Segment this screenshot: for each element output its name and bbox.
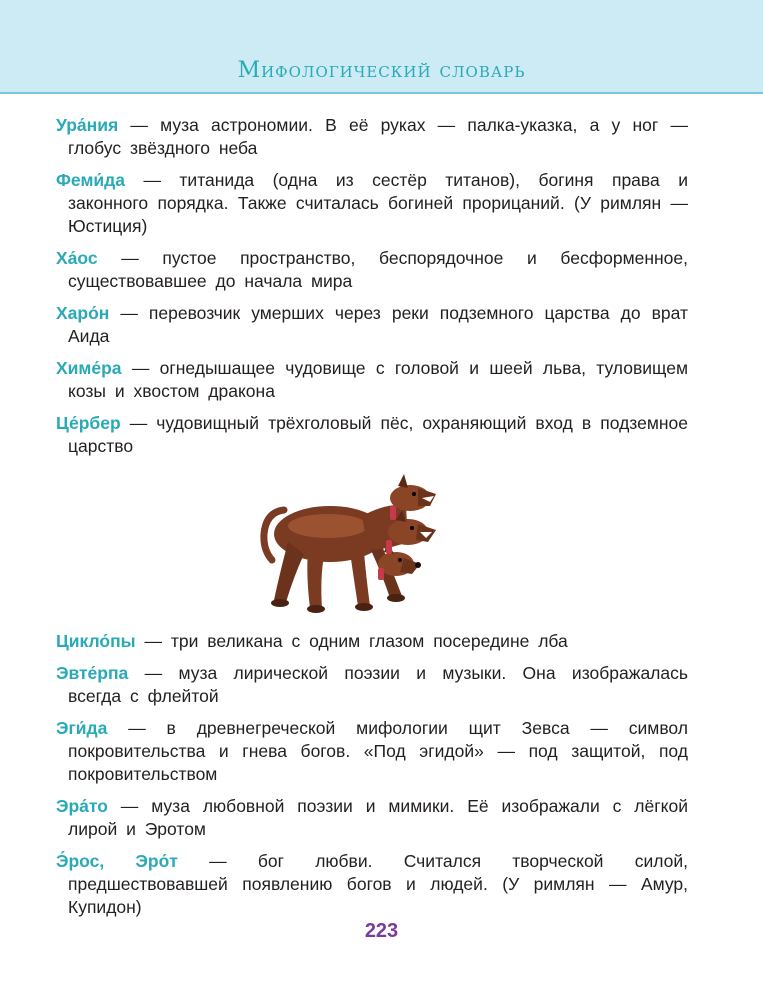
entry-themis — [56, 169, 688, 238]
page-header — [0, 0, 763, 94]
cerberus-illustration — [56, 472, 688, 622]
entry-definition: — бог любви. Считался творческой силой, предшествовавшей появлению богов и людей. (У римлян — Амур, Купидон) — [68, 851, 688, 917]
entry-definition: — огнедышащее чудовище с головой и шеей льва, туловищем козы и хвостом дракона — [68, 358, 688, 401]
entry-euterpe — [56, 662, 688, 708]
entry-term: Химе́ра — [56, 358, 122, 378]
entry-definition: — в древнегреческой мифологии щит Зевса — символ покровительства и гнева богов. «Под эгидой» — под защитой, под покровительством — [68, 718, 688, 784]
entry-term: Ура́ния — [56, 115, 119, 135]
entry-term: Феми́да — [56, 170, 125, 190]
entry-definition: — перевозчик умерших через реки подземного царства до врат Аида — [68, 303, 688, 346]
entry-definition: — муза астрономии. В её руках — палка-указка, а у ног — глобус звёздного неба — [68, 115, 688, 158]
cerberus-icon — [258, 472, 438, 622]
entry-definition: — муза любовной поэзии и мимики. Её изображали с лёгкой лирой и Эротом — [68, 796, 688, 839]
entry-cerberus — [56, 412, 688, 458]
entry-definition: — муза лирической поэзии и музыки. Она изображалась всегда с флейтой — [68, 663, 688, 706]
entry-erato — [56, 795, 688, 841]
entry-charon — [56, 302, 688, 348]
entry-term: Це́рбер — [56, 413, 121, 433]
entry-aegis — [56, 717, 688, 786]
entry-term: Цикло́пы — [56, 631, 136, 651]
entry-definition: — пустое пространство, беспорядочное и бесформенное, существовавшее до начала мира — [68, 248, 688, 291]
entry-term: Эра́то — [56, 796, 108, 816]
entry-term: Харо́н — [56, 303, 110, 323]
entry-term: Эги́да — [56, 718, 108, 738]
entry-urania — [56, 114, 688, 160]
entry-cyclopes — [56, 630, 688, 653]
entry-definition: — чудовищный трёхголовый пёс, охраняющий вход в подземное царство — [68, 413, 688, 456]
entry-term: Ха́ос — [56, 248, 98, 268]
entry-eros — [56, 850, 688, 919]
dictionary-entries — [56, 114, 688, 928]
entry-chaos — [56, 247, 688, 293]
page-title: Мифологический словарь — [237, 58, 526, 83]
page-number: 223 — [364, 920, 399, 942]
entry-term: Э́рос, Эро́т — [56, 851, 178, 871]
entry-chimera — [56, 357, 688, 403]
entry-definition: — три великана с одним глазом посередине лба — [135, 631, 568, 651]
entry-term: Эвте́рпа — [56, 663, 129, 683]
entry-definition: — титанида (одна из сестёр титанов), богиня права и законного порядка. Также считалась богиней прорицаний. (У римлян — Юстиция) — [68, 170, 688, 236]
